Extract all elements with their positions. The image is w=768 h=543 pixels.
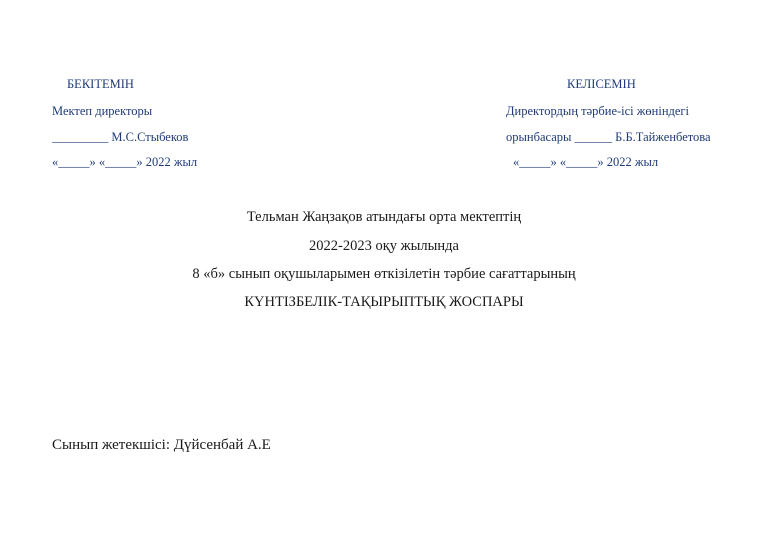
- academic-year-line: 2022-2023 оқу жылында: [309, 238, 459, 254]
- approval-right-date: «_____» «_____» 2022 жыл: [513, 155, 659, 169]
- school-name-line: Тельман Жаңзақов атындағы орта мектептің: [246, 209, 522, 225]
- approval-left-date: «_____» «_____» 2022 жыл: [52, 155, 198, 169]
- class-teacher-line: Сынып жетекшісі: Дүйсенбай А.Е: [52, 437, 271, 453]
- approval-left-role: Мектеп директоры: [52, 104, 153, 118]
- class-description-line: 8 «б» сынып оқушыларымен өткізілетін тәрбие сағаттарының: [192, 266, 576, 282]
- approval-right-heading: КЕЛІСЕМІН: [567, 77, 636, 91]
- approval-right-role: Директордың тәрбие-ісі жөніндегі: [506, 104, 690, 118]
- approval-left-heading: БЕКІТЕМІН: [67, 77, 134, 91]
- approval-left-signature: _________ М.С.Стыбеков: [52, 130, 189, 144]
- document-title: КҮНТІЗБЕЛІК-ТАҚЫРЫПТЫҚ ЖОСПАРЫ: [244, 294, 524, 310]
- approval-right-signature: орынбасары ______ Б.Б.Тайженбетова: [506, 130, 711, 144]
